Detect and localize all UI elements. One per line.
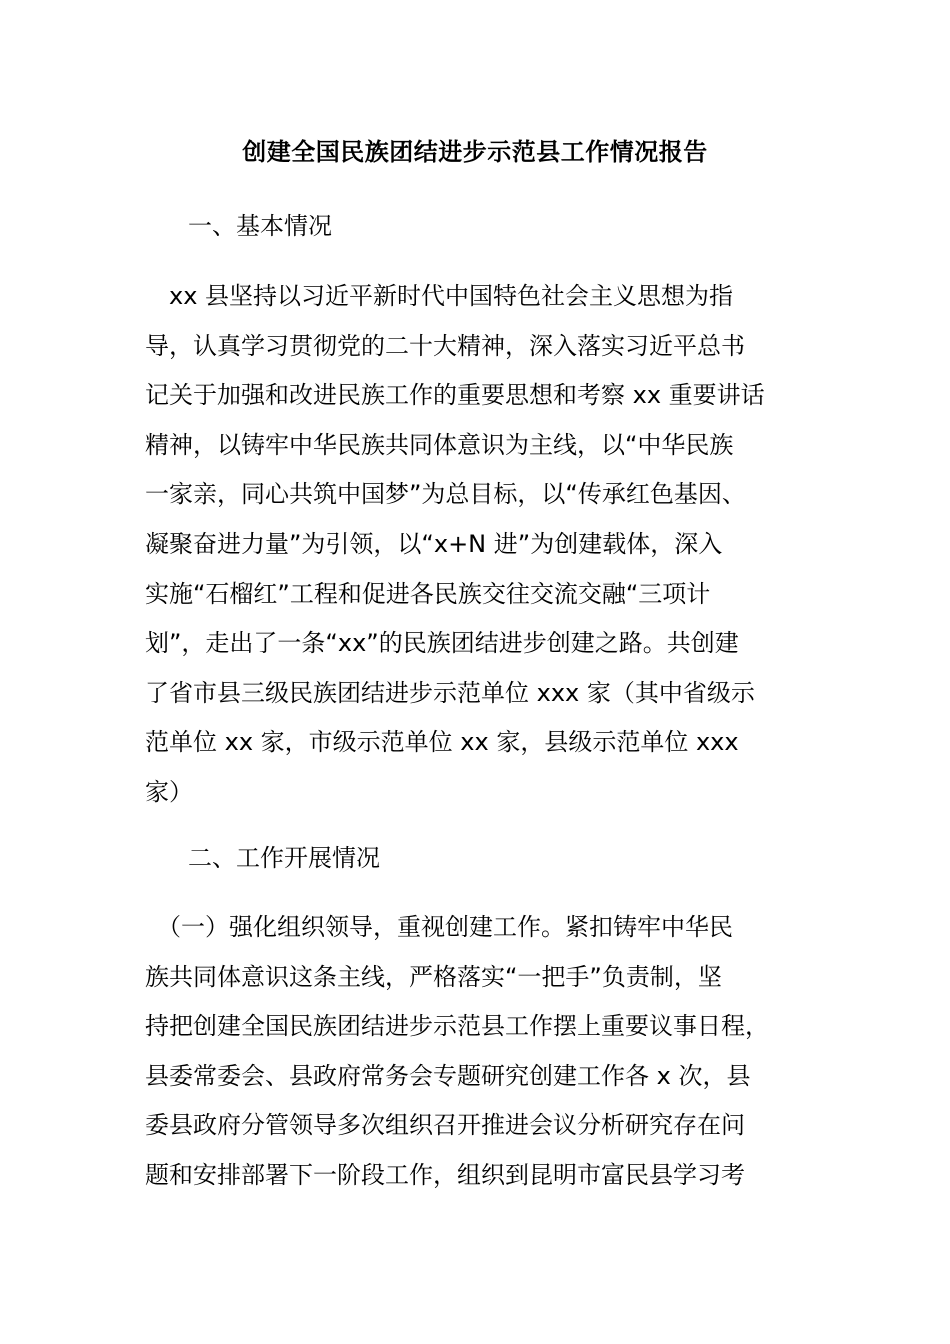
paragraph-line: 持把创建全国民族团结进步示范县工作摆上重要议事日程， xyxy=(145,1012,769,1041)
paragraph-line: 凝聚奋进力量”为引领，以“x+N 进”为创建载体，深入 xyxy=(145,529,723,558)
paragraph-line: 一家亲，同心共筑中国梦”为总目标，以“传承红色基因、 xyxy=(145,480,746,509)
section-heading-basic-situation: 一、基本情况 xyxy=(188,212,332,240)
paragraph-line: （一）强化组织领导，重视创建工作。紧扣铸牢中华民 xyxy=(145,913,733,941)
paragraph-line: 实施“石榴红”工程和促进各民族交往交流交融“三项计 xyxy=(145,579,711,608)
paragraph-line: 家） xyxy=(145,777,193,806)
paragraph-line: 记关于加强和改进民族工作的重要思想和考察 xx 重要讲话 xyxy=(145,381,765,410)
paragraph-line: xx 县坚持以习近平新时代中国特色社会主义思想为指 xyxy=(145,282,734,310)
paragraph-line: 了省市县三级民族团结进步示范单位 xxx 家（其中省级示 xyxy=(145,678,755,707)
paragraph-line: 范单位 xx 家，市级示范单位 xx 家，县级示范单位 xxx xyxy=(145,728,739,757)
section1-paragraph xyxy=(145,272,805,818)
paragraph-line: 题和安排部署下一阶段工作，组织到昆明市富民县学习考 xyxy=(145,1160,745,1189)
paragraph-line: 县委常委会、县政府常务会专题研究创建工作各 x 次，县 xyxy=(145,1061,751,1090)
paragraph-line: 委县政府分管领导多次组织召开推进会议分析研究存在问 xyxy=(145,1111,745,1140)
paragraph-line: 精神，以铸牢中华民族共同体意识为主线，以“中华民族 xyxy=(145,430,734,459)
document-title: 创建全国民族团结进步示范县工作情况报告 xyxy=(242,138,708,166)
paragraph-line: 导，认真学习贯彻党的二十大精神，深入落实习近平总书 xyxy=(145,331,745,360)
section2-paragraph xyxy=(145,903,805,1201)
section-heading-work-progress: 二、工作开展情况 xyxy=(188,844,380,872)
paragraph-line: 族共同体意识这条主线，严格落实“一把手”负责制，坚 xyxy=(145,962,722,991)
paragraph-line: 划”，走出了一条“xx”的民族团结进步创建之路。共创建 xyxy=(145,629,739,658)
